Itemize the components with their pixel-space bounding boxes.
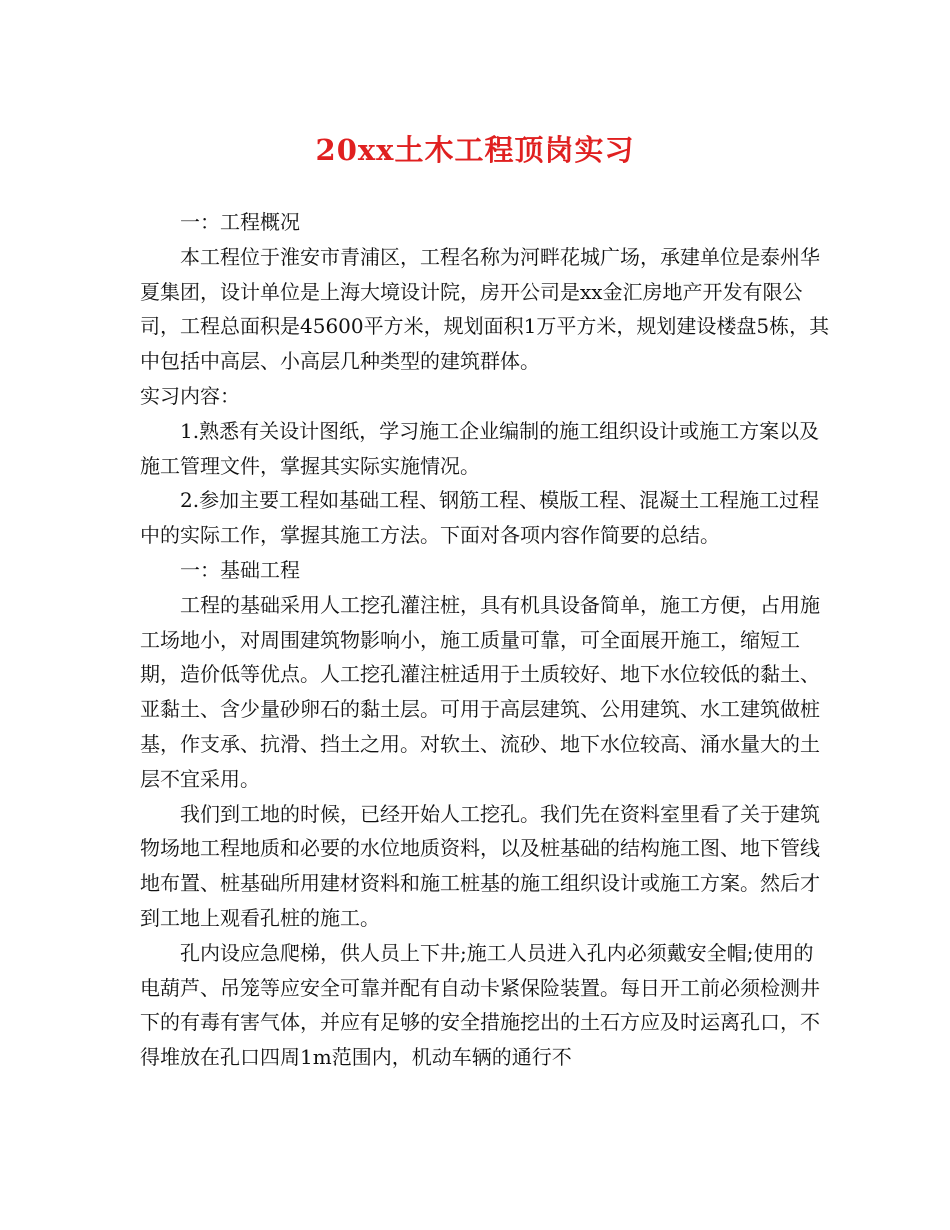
paragraph: 我们到工地的时候，已经开始人工挖孔。我们先在资料室里看了关于建筑物场地工程地质和必要的水位地质资料，以及桩基础的结构施工图、地下管线地布置、桩基础所用建材资料和施工桩基的施工组织设计或施工方案。然后才到工地上观看孔桩的施工。	[140, 801, 820, 930]
paragraph: 孔内设应急爬梯，供人员上下井;施工人员进入孔内必须戴安全帽;使用的电葫芦、吊笼等应安全可靠并配有自动卡紧保险装置。每日开工前必须检测井下的有毒有害气体，并应有足够的安全措施挖出的土石方应及时运离孔口，不得堆放在孔口四周1m范围内，机动车辆的通行不	[140, 940, 820, 1070]
paragraph: 本工程位于淮安市青浦区，工程名称为河畔花城广场，承建单位是泰州华夏集团，设计单位是上海大境设计院，房开公司是xx金汇房地产开发有限公司，工程总面积是45600平方米，规划面积1万平方米，规划建设楼盘5栋，其中包括中高层、小高层几种类型的建筑群体。	[140, 244, 830, 374]
paragraph: 2.参加主要工程如基础工程、钢筋工程、模版工程、混凝土工程施工过程中的实际工作，掌握其施工方法。下面对各项内容作简要的总结。	[140, 488, 820, 548]
paragraph-section-heading: 一：基础工程	[180, 557, 300, 582]
paragraph-label: 实习内容：	[140, 383, 240, 408]
paragraph-section-heading: 一：工程概况	[180, 210, 300, 234]
document-title: 20xx土木工程顶岗实习	[315, 133, 635, 167]
paragraph: 工程的基础采用人工挖孔灌注桩，具有机具设备简单，施工方便，占用施工场地小，对周围建筑物影响小，施工质量可靠，可全面展开施工，缩短工期，造价低等优点。人工挖孔灌注桩适用于土质较好、地下水位较低的黏土、亚黏土、含少量砂卵石的黏土层。可用于高层建筑、公用建筑、水工建筑做桩基，作支承、抗滑、挡土之用。对软土、流砂、地下水位较高、涌水量大的土层不宜采用。	[140, 592, 820, 791]
document-body	[140, 205, 830, 1075]
paragraph: 1.熟悉有关设计图纸，学习施工企业编制的施工组织设计或施工方案以及施工管理文件，掌握其实际实施情况。	[140, 418, 820, 478]
